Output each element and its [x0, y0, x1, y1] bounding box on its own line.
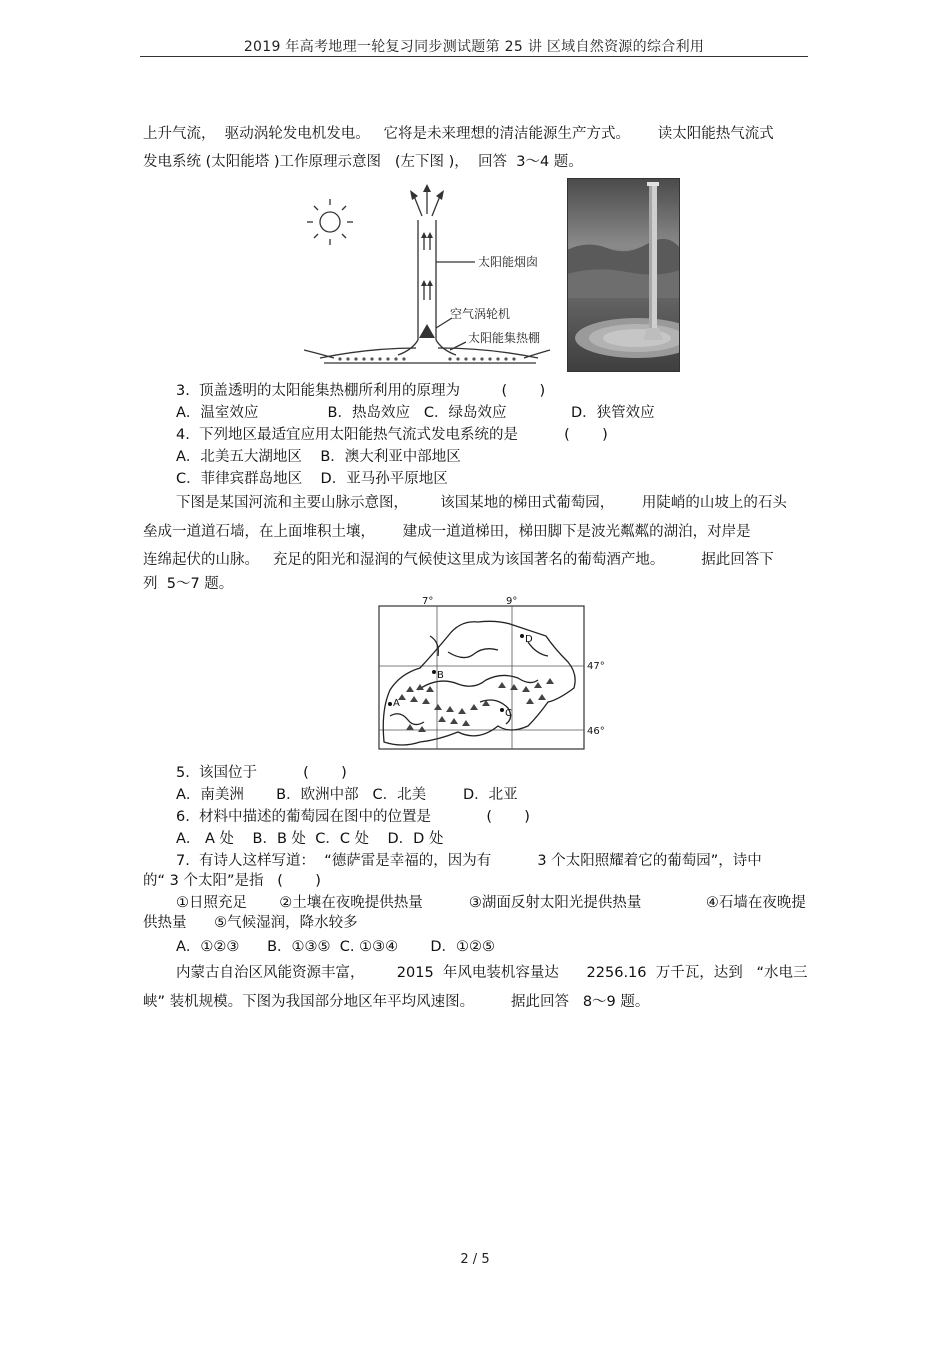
q7-items-2: 供热量 ⑤气候湿润，降水较多	[143, 915, 358, 931]
lat-label-bottom: 46°	[587, 726, 605, 737]
passage2-line-4: 列 5～7 题。	[143, 576, 234, 592]
q3-options: A．温室效应 B．热岛效应 C．绿岛效应 D．狭管效应	[176, 405, 655, 421]
q7-stem-2: 的“ 3 个太阳”是指 ( )	[143, 873, 321, 889]
q7-options: A．①②③ B．①③⑤ C. ①③④ D．①②⑤	[176, 939, 495, 955]
q3-stem: 3. 顶盖透明的太阳能集热棚所利用的原理为 ( )	[176, 383, 546, 399]
point-b-label: B	[437, 670, 444, 681]
q7-stem-1: 7. 有诗人这样写道： “德萨雷是幸福的，因为有 3 个太阳照耀着它的葡萄园”，诗中	[176, 853, 762, 869]
label-collector: 太阳能集热棚	[468, 331, 541, 345]
q5-options: A．南美洲 B．欧洲中部 C．北美 D．北亚	[176, 787, 518, 803]
q6-stem: 6. 材料中描述的葡萄园在图中的位置是 ( )	[176, 809, 530, 825]
q5-stem: 5. 该国位于 ( )	[176, 765, 347, 781]
point-a-label: A	[393, 698, 400, 709]
header-divider	[140, 56, 808, 57]
q6-options: A． A 处 B．B 处 C．C 处 D．D 处	[176, 831, 444, 847]
point-c-label: C	[505, 708, 512, 719]
page-number: 2 / 5	[460, 1252, 490, 1267]
page-header-title: 2019 年高考地理一轮复习同步测试题第 25 讲 区域自然资源的综合利用	[243, 39, 705, 55]
q4-options-2: C．菲律宾群岛地区 D．亚马孙平原地区	[176, 471, 448, 487]
label-chimney: 太阳能烟囱	[478, 255, 539, 269]
solar-tower-diagram	[300, 178, 555, 372]
passage3-line-1: 内蒙古自治区风能资源丰富， 2015 年风电装机容量达 2256.16 万千瓦，达到 “水电三	[176, 965, 808, 981]
q4-stem: 4. 下列地区最适宜应用太阳能热气流式发电系统的是 ( )	[176, 427, 608, 443]
lon-label-right: 9°	[506, 596, 518, 607]
point-d-label: D	[525, 634, 533, 645]
lat-label-top: 47°	[587, 661, 605, 672]
country-map	[378, 592, 612, 752]
intro-line-2: 发电系统 (太阳能塔 )工作原理示意图 (左下图 )， 回答 3～4 题。	[143, 154, 583, 170]
passage2-line-3: 连绵起伏的山脉。 充足的阳光和湿润的气候使这里成为该国著名的葡萄酒产地。 据此回答下	[143, 552, 774, 568]
solar-tower-photo	[567, 178, 680, 372]
q7-items-1: ①日照充足 ②土壤在夜晚提供热量 ③湖面反射太阳光提供热量 ④石墙在夜晚提	[176, 895, 806, 911]
passage3-line-2: 峡” 装机规模。下图为我国部分地区年平均风速图。 据此回答 8～9 题。	[143, 994, 650, 1010]
q4-options-1: A．北美五大湖地区 B．澳大利亚中部地区	[176, 449, 461, 465]
passage2-line-1: 下图是某国河流和主要山脉示意图， 该国某地的梯田式葡萄园， 用陡峭的山坡上的石头	[176, 495, 787, 511]
passage2-line-2: 垒成一道道石墙，在上面堆积土壤， 建成一道道梯田，梯田脚下是波光粼粼的湖泊，对岸是	[143, 524, 751, 540]
lon-label-left: 7°	[422, 596, 434, 607]
intro-line-1: 上升气流， 驱动涡轮发电机发电。 它将是未来理想的清洁能源生产方式。 读太阳能热气流式	[143, 126, 774, 142]
label-turbine: 空气涡轮机	[450, 307, 511, 321]
